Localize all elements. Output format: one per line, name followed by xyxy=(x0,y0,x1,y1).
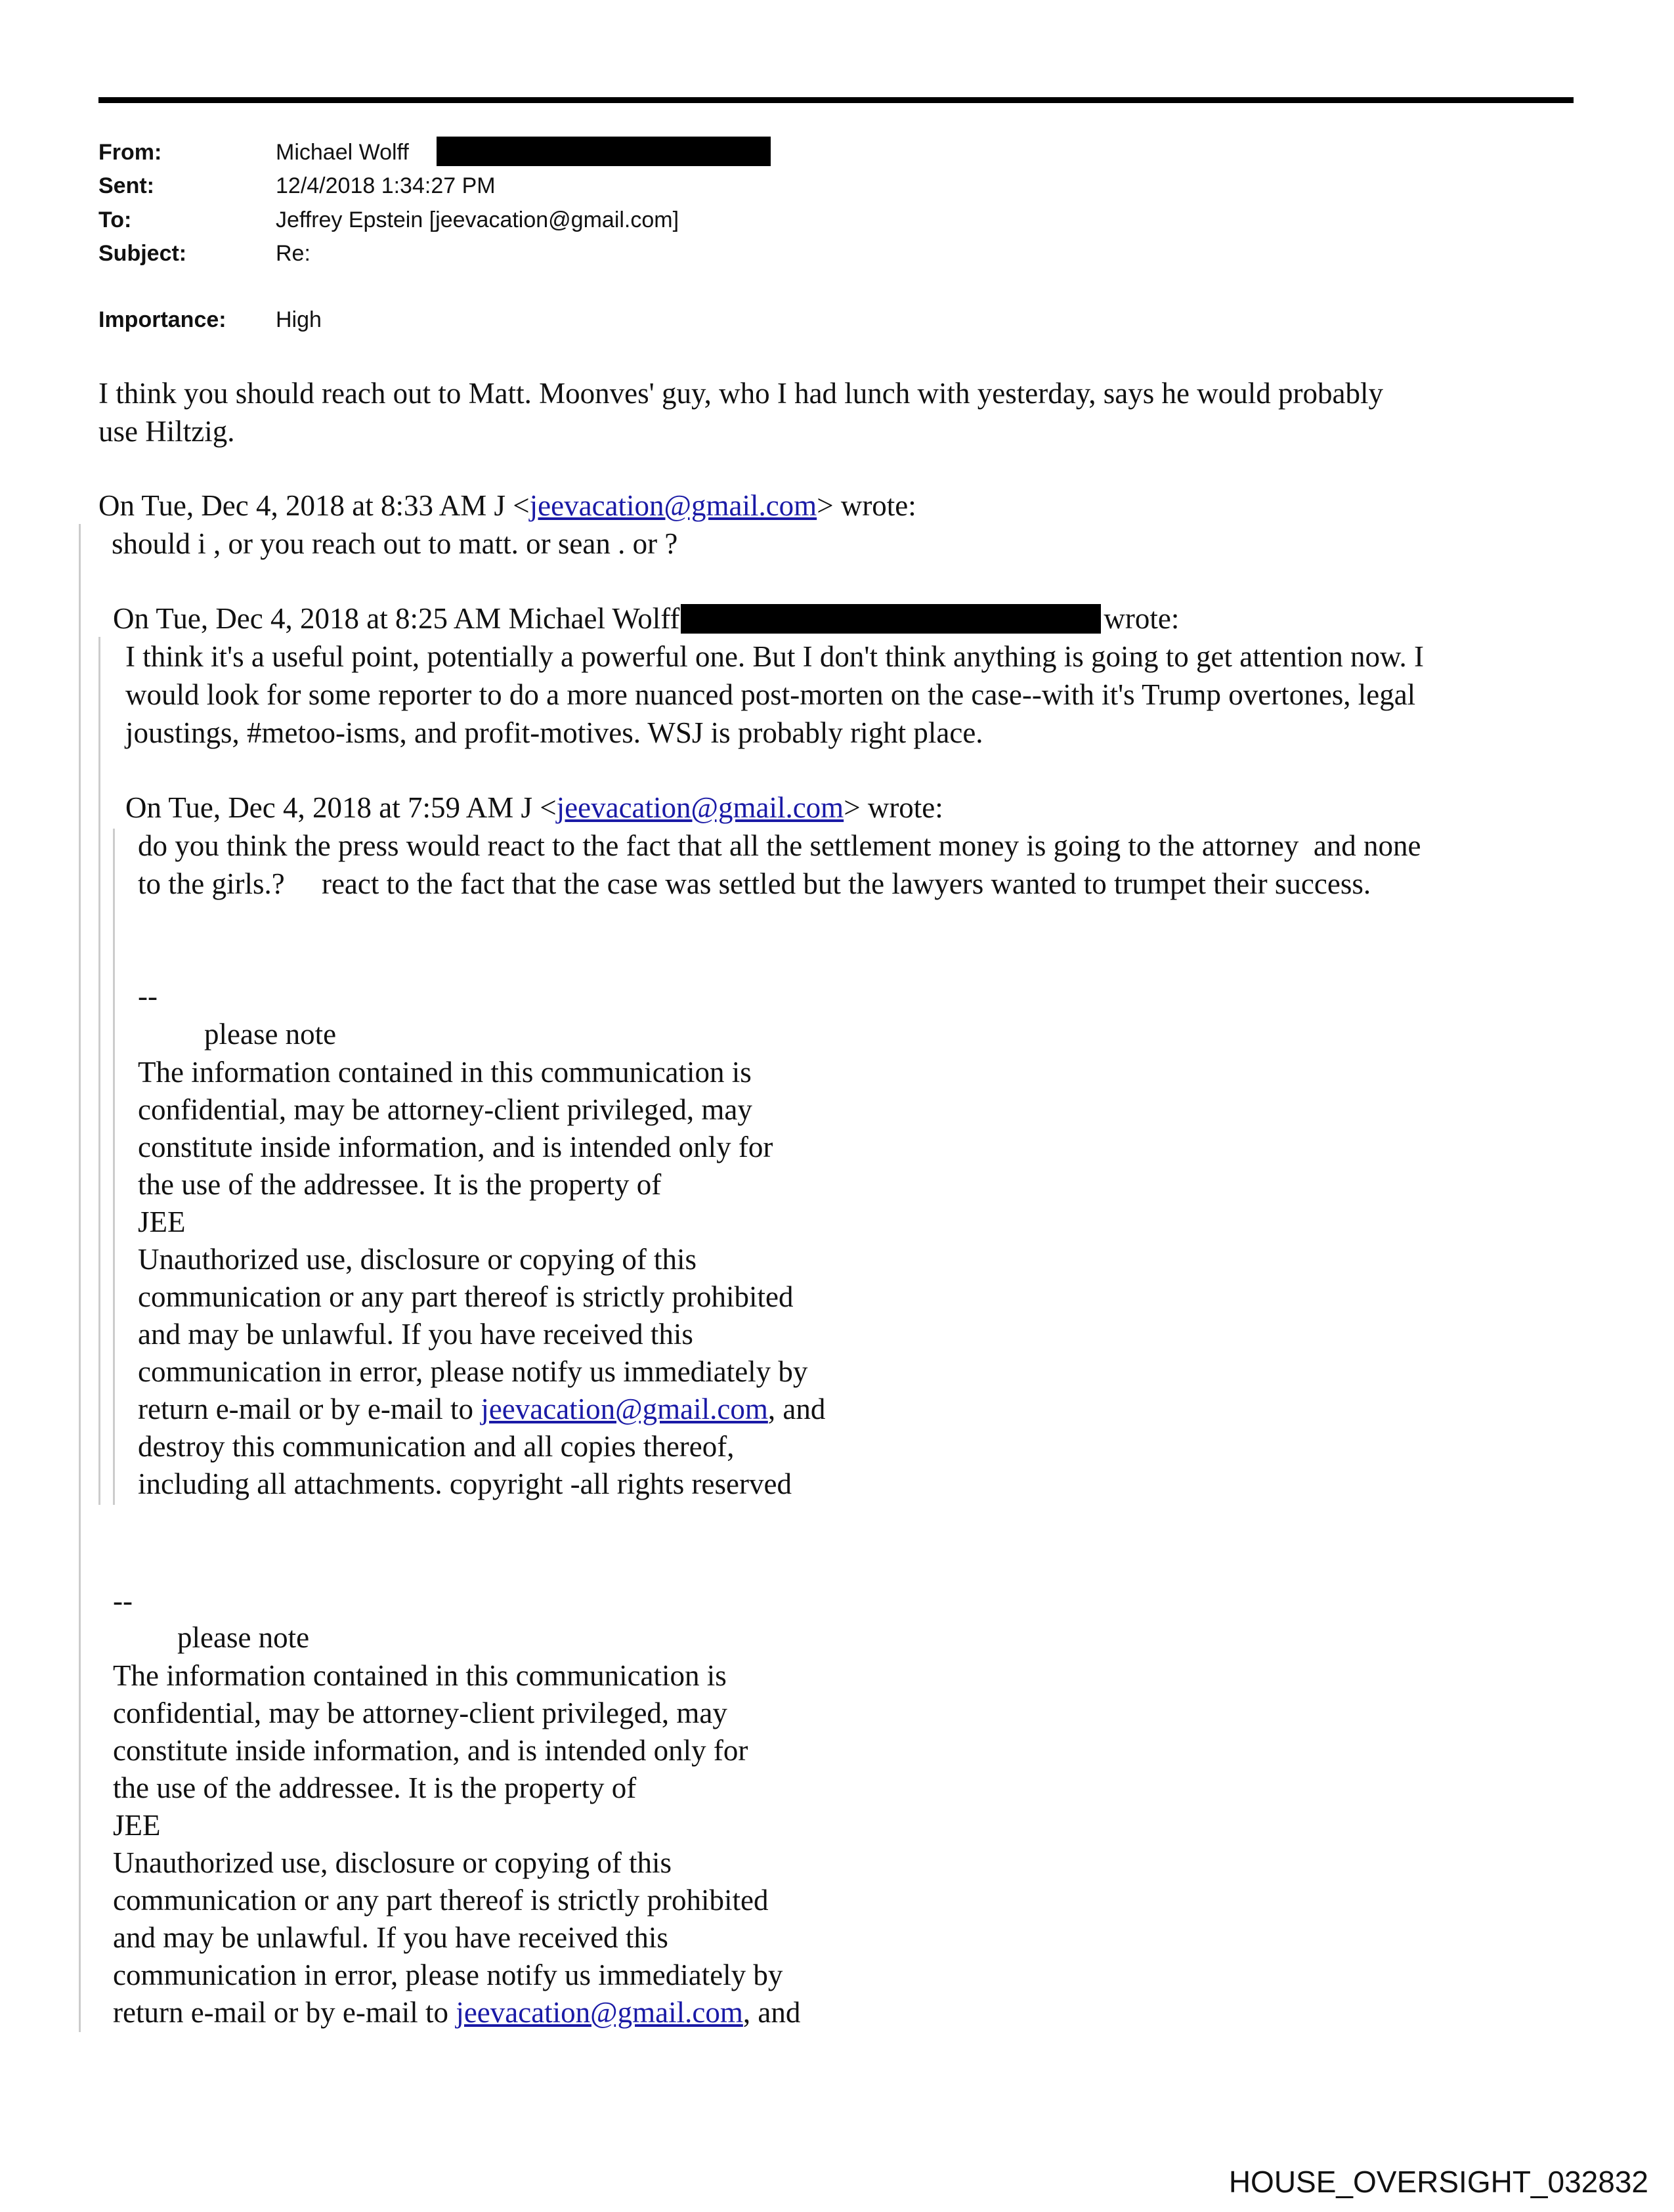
sig-line: The information contained in this communication is xyxy=(113,1659,727,1692)
subject-value: Re: xyxy=(276,241,311,266)
sig-line: communication in error, please notify us immediately by xyxy=(113,1959,783,1991)
quote-bar-middle xyxy=(98,637,100,1505)
sig-line: constitute inside information, and is intended only for xyxy=(113,1734,748,1767)
quote-bar-inner xyxy=(113,829,115,1505)
sig-line: including all attachments. copyright -all rights reserved xyxy=(138,1467,792,1500)
redaction-box xyxy=(681,604,1101,634)
body-line: use Hiltzig. xyxy=(98,415,235,448)
sent-value: 12/4/2018 1:34:27 PM xyxy=(276,173,496,198)
quote2-line: I think it's a useful point, potentially a powerful one. But I don't think anything is going to get attention now. I xyxy=(125,640,1425,673)
sig-line: confidential, may be attorney-client privileged, may xyxy=(113,1697,727,1729)
body-line: I think you should reach out to Matt. Moonves' guy, who I had lunch with yesterday, says he would probably xyxy=(98,377,1383,410)
sig-line: and may be unlawful. If you have received this xyxy=(113,1921,668,1954)
sig-line: The information contained in this communication is xyxy=(138,1056,752,1089)
sig-line: JEE xyxy=(113,1809,161,1842)
sig-line: communication or any part thereof is strictly prohibited xyxy=(138,1280,794,1313)
sig-line: constitute inside information, and is intended only for xyxy=(138,1131,773,1163)
header-rule xyxy=(98,97,1574,103)
quote2-intro: On Tue, Dec 4, 2018 at 8:25 AM Michael Wolff wrote: xyxy=(113,602,1180,635)
redaction-box xyxy=(437,137,771,166)
quote1-line: should i , or you reach out to matt. or sean . or ? xyxy=(112,527,678,560)
quote3-intro: On Tue, Dec 4, 2018 at 7:59 AM J <jeevacation@gmail.com> wrote: xyxy=(125,791,943,824)
sig-line: and may be unlawful. If you have received this xyxy=(138,1318,693,1351)
sig-line: Unauthorized use, disclosure or copying of this xyxy=(113,1846,672,1879)
sig-line: the use of the addressee. It is the property of xyxy=(138,1168,662,1201)
sig-note: please note xyxy=(177,1621,310,1654)
sig-line: communication or any part thereof is strictly prohibited xyxy=(113,1884,769,1917)
sig-line: the use of the addressee. It is the property of xyxy=(113,1771,637,1804)
importance-value: High xyxy=(276,307,322,332)
quote-bar-outer xyxy=(79,524,81,2032)
quote3-line: to the girls.? react to the fact that the case was settled but the lawyers wanted to trumpet their success. xyxy=(138,867,1371,900)
quote3-line: do you think the press would react to the fact that all the settlement money is going to the attorney and none xyxy=(138,829,1421,862)
from-value: Michael Wolff xyxy=(276,140,409,165)
sig-line: confidential, may be attorney-client privileged, may xyxy=(138,1093,752,1126)
email-link[interactable]: jeevacation@gmail.com xyxy=(456,1996,743,2029)
sig-dash: -- xyxy=(138,980,158,1012)
quote2-intro-post: wrote: xyxy=(1104,602,1180,635)
sig-line: Unauthorized use, disclosure or copying of this xyxy=(138,1243,697,1276)
quote2-line: joustings, #metoo-isms, and profit-motives. WSJ is probably right place. xyxy=(125,716,983,749)
to-label: To: xyxy=(98,207,132,232)
bates-number: HOUSE_OVERSIGHT_032832 xyxy=(1228,2165,1648,2199)
sig-dash: -- xyxy=(113,1584,133,1617)
email-link[interactable]: jeevacation@gmail.com xyxy=(529,489,817,522)
to-value: Jeffrey Epstein [jeevacation@gmail.com] xyxy=(276,207,679,232)
sig-note: please note xyxy=(204,1018,337,1051)
from-label: From: xyxy=(98,140,162,165)
sig-line: JEE xyxy=(138,1205,186,1238)
sig-email-line: return e-mail or by e-mail to jeevacation@gmail.com, and xyxy=(113,1996,801,2029)
sent-label: Sent: xyxy=(98,173,154,198)
email-link[interactable]: jeevacation@gmail.com xyxy=(556,791,844,824)
sig-email-line: return e-mail or by e-mail to jeevacation@gmail.com, and xyxy=(138,1393,826,1425)
email-link[interactable]: jeevacation@gmail.com xyxy=(481,1393,768,1425)
sig-line: communication in error, please notify us immediately by xyxy=(138,1355,808,1388)
quote1-intro: On Tue, Dec 4, 2018 at 8:33 AM J <jeevacation@gmail.com> wrote: xyxy=(98,489,916,522)
quote2-line: would look for some reporter to do a more nuanced post-morten on the case--with it's Trump overtones, legal xyxy=(125,678,1416,711)
sig-line: destroy this communication and all copies thereof, xyxy=(138,1430,735,1463)
importance-label: Importance: xyxy=(98,307,226,332)
subject-label: Subject: xyxy=(98,241,187,266)
